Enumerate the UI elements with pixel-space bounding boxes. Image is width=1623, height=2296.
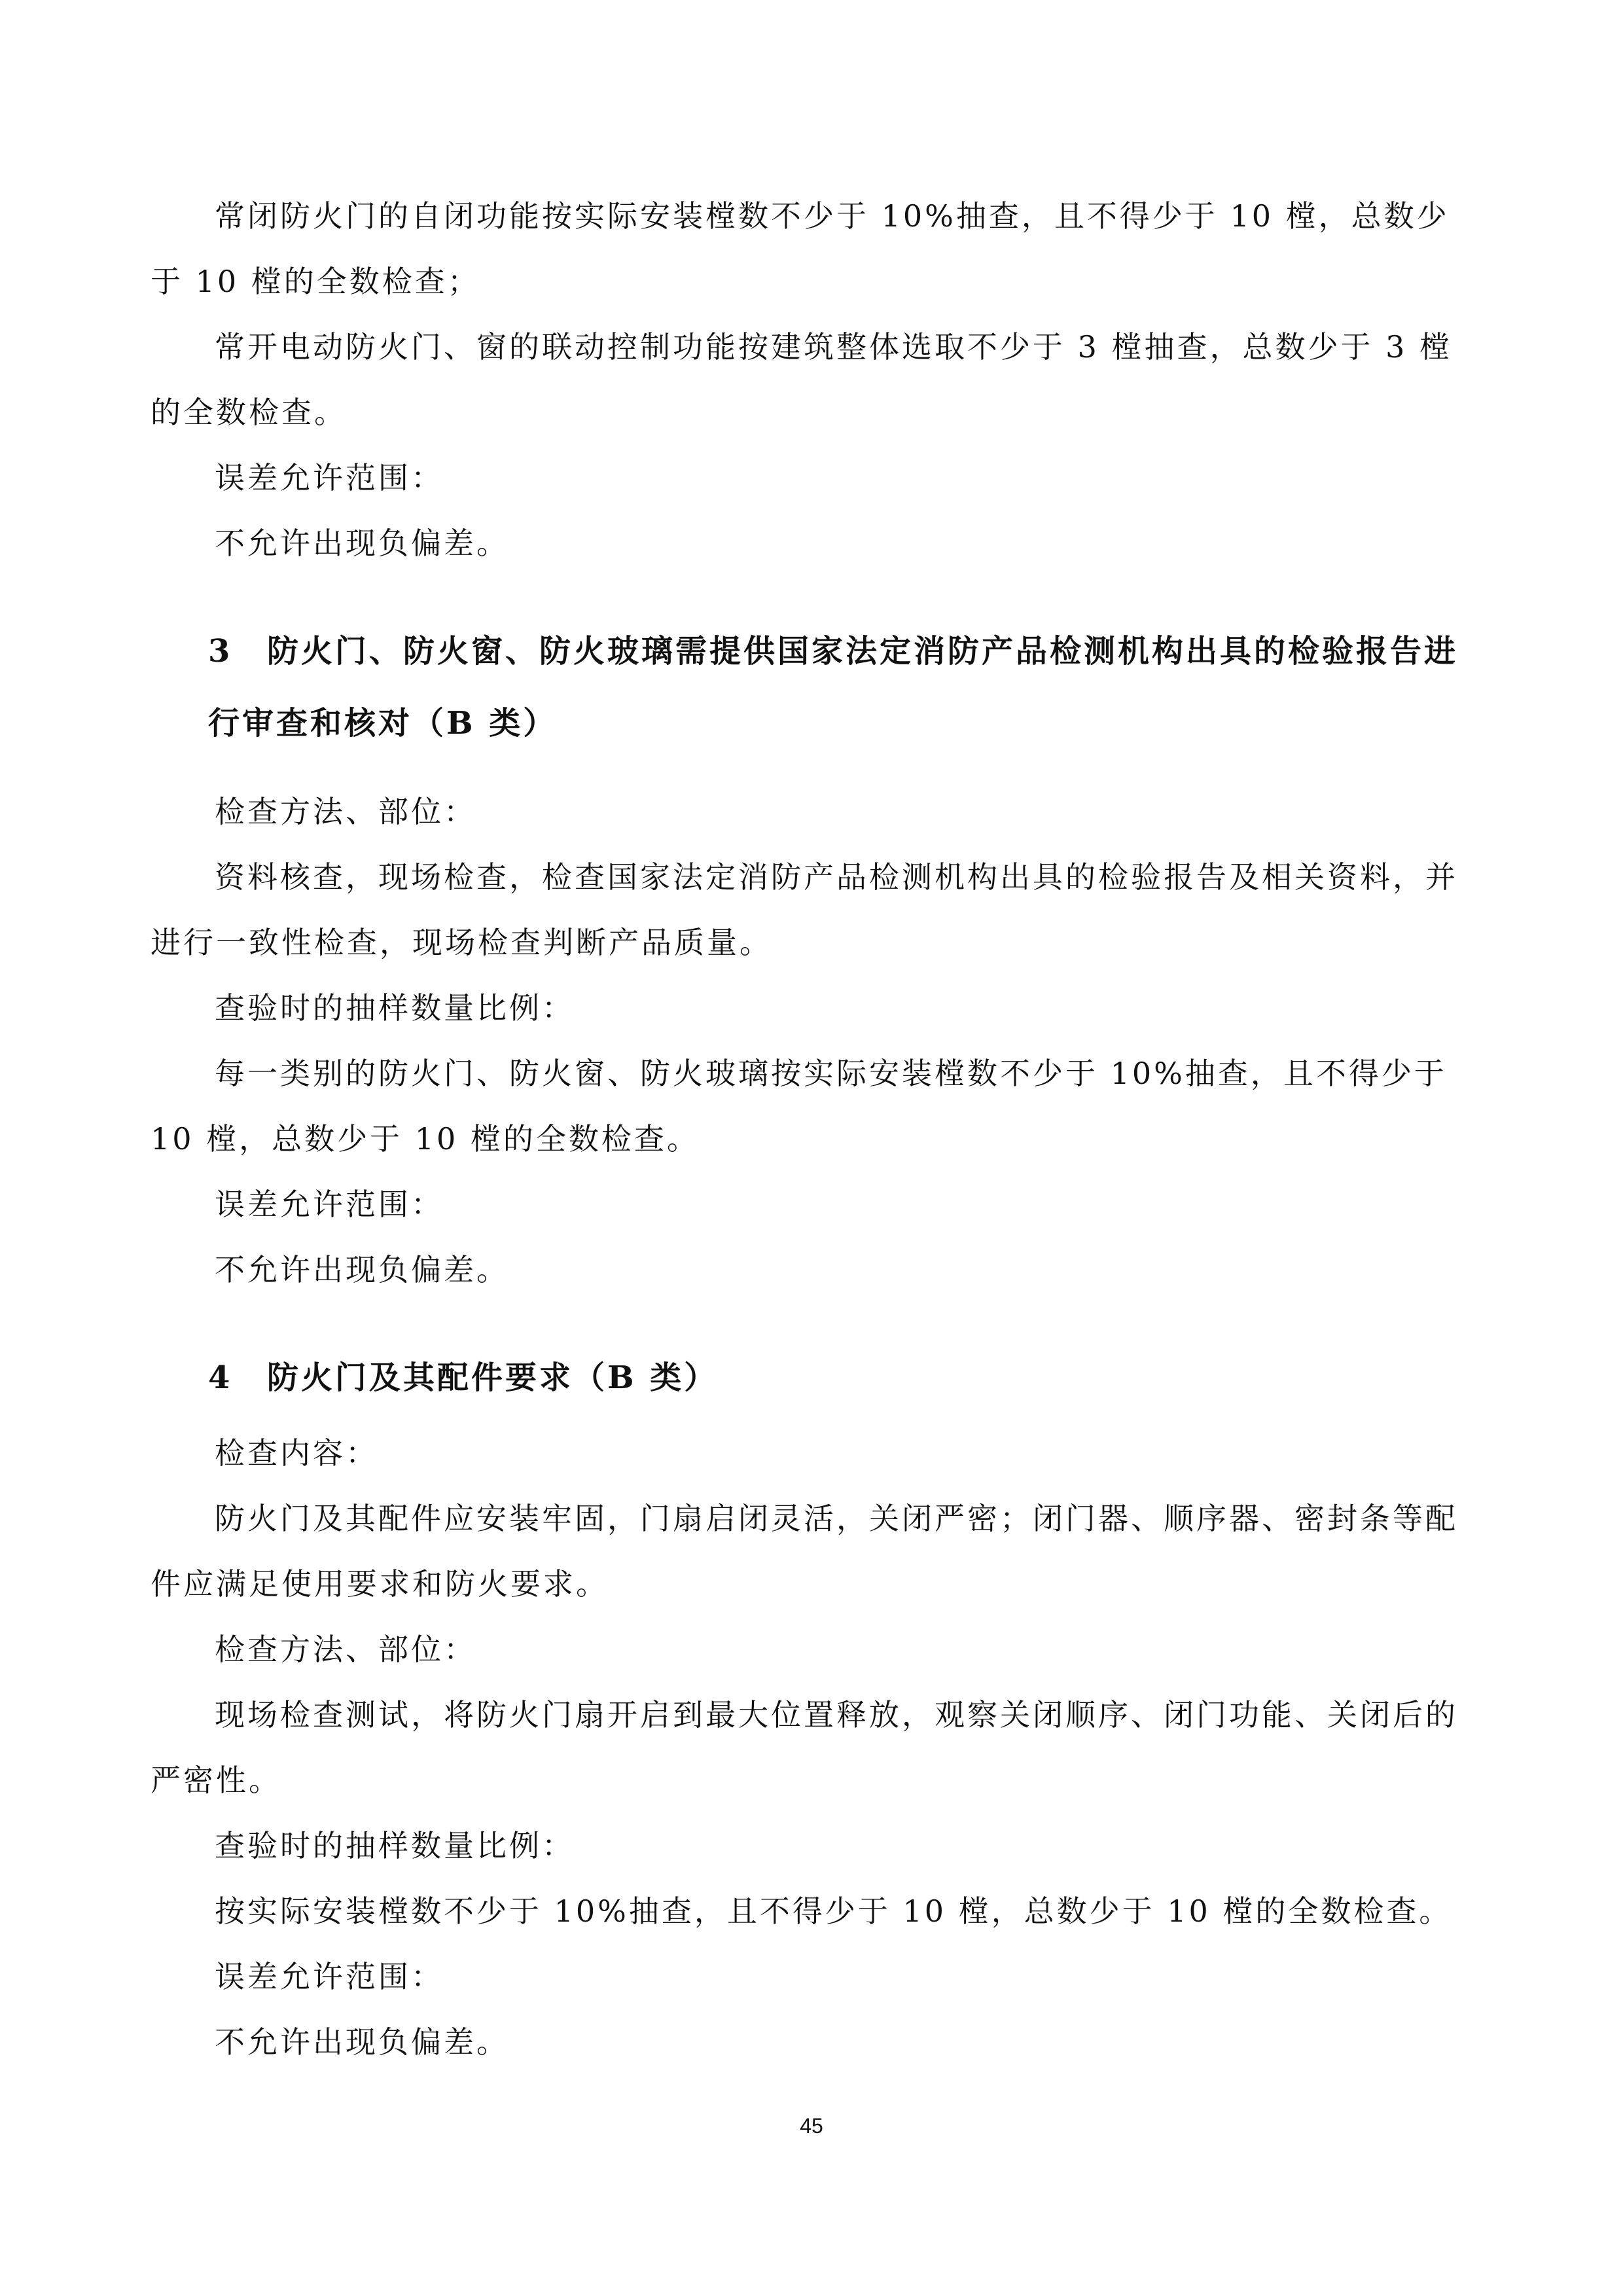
paragraph: 按实际安装樘数不少于 10%抽查，且不得少于 10 樘，总数少于 10 樘的全数检查。 xyxy=(215,1893,1452,1929)
paragraph: 检查内容： xyxy=(215,1435,378,1471)
section-heading xyxy=(208,1342,1472,1414)
page-number: 45 xyxy=(800,2114,823,2138)
section-number: 4 xyxy=(208,1359,233,1396)
paragraph: 检查方法、部位： xyxy=(215,1632,476,1667)
paragraph: 常开电动防火门、窗的联动控制功能按建筑整体选取不少于 3 樘抽查，总数少于 3 樘的全数检查。 xyxy=(151,329,1453,430)
paragraph: 现场检查测试，将防火门扇开启到最大位置释放，观察关闭顺序、闭门功能、关闭后的严密性。 xyxy=(151,1697,1458,1798)
paragraph: 常闭防火门的自闭功能按实际安装樘数不少于 10%抽查，且不得少于 10 樘，总数少于 10 樘的全数检查； xyxy=(151,198,1450,299)
paragraph: 误差允许范围： xyxy=(215,1187,444,1222)
paragraph: 每一类别的防火门、防火窗、防火玻璃按实际安装樘数不少于 10%抽查，且不得少于 10 樘，总数少于 10 樘的全数检查。 xyxy=(151,1056,1447,1157)
paragraph: 不允许出现负偏差。 xyxy=(215,1252,509,1287)
section-heading xyxy=(208,615,1472,759)
paragraph: 不允许出现负偏差。 xyxy=(215,2024,509,2060)
section-title: 防火门及其配件要求（B 类） xyxy=(267,1359,719,1396)
paragraph: 检查方法、部位： xyxy=(215,794,476,829)
paragraph: 误差允许范围： xyxy=(215,460,444,495)
paragraph: 查验时的抽样数量比例： xyxy=(215,990,575,1026)
paragraph: 资料核查，现场检查，检查国家法定消防产品检测机构出具的检验报告及相关资料，并进行一致性检查，现场检查判断产品质量。 xyxy=(151,859,1458,960)
section-number: 3 xyxy=(208,633,233,670)
paragraph: 不允许出现负偏差。 xyxy=(215,526,509,561)
paragraph: 查验时的抽样数量比例： xyxy=(215,1828,575,1863)
paragraph: 防火门及其配件应安装牢固，门扇启闭灵活，关闭严密；闭门器、顺序器、密封条等配件应满足使用要求和防火要求。 xyxy=(151,1501,1458,1602)
section-title: 防火门、防火窗、防火玻璃需提供国家法定消防产品检测机构出具的检验报告进行审查和核对（B 类） xyxy=(208,633,1459,742)
paragraph: 误差允许范围： xyxy=(215,1959,444,1994)
